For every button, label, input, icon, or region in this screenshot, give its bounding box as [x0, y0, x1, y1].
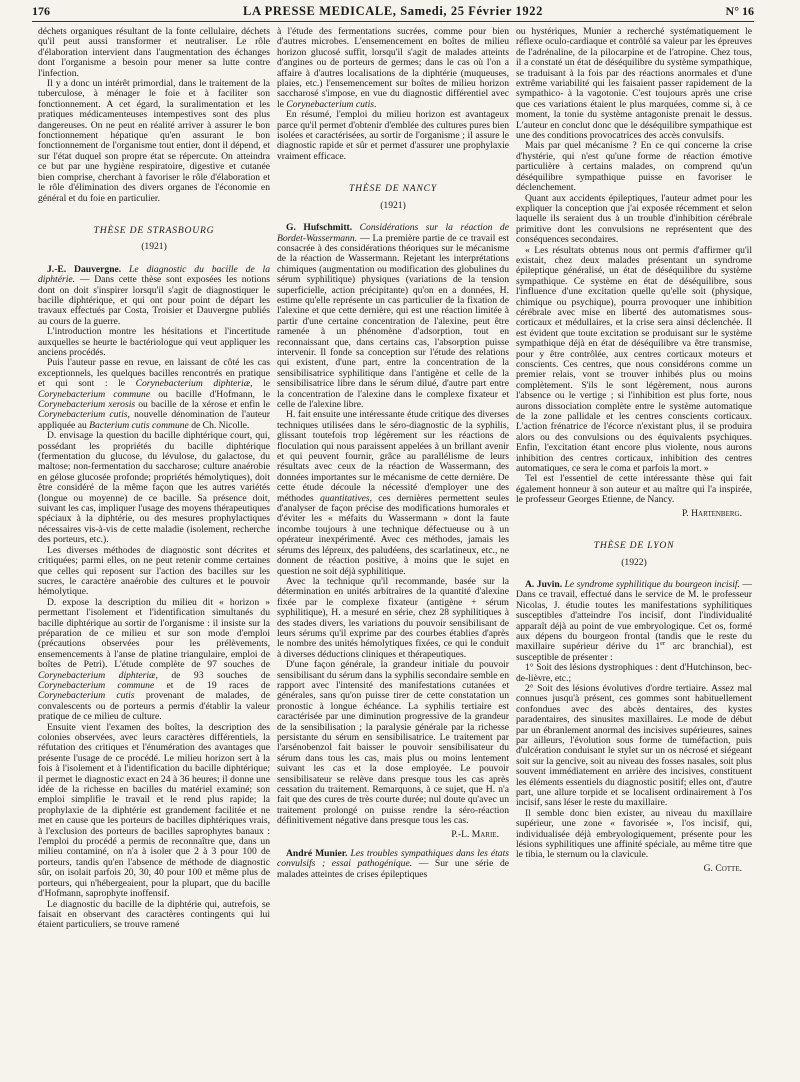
text-run: 2° Soit des lésions évolutives d'ordre tertiaire. Assez mal connues jusqu'à présent, ces gommes sont habituellement confondues avec des abcès dentaires, des kystes paradentaires, des sinusites maxillaires. Le mode de début par un ébranlement anormal des incisives supérieures, saines par ailleurs, l'évolution sous forme de tuméfaction, puis d'ulcération conduisant le stylet sur un os nécrosé et siégeant soit sur la gencive, soit au niveau des fosses nasales, soit plus souvent immédiatement en arrière des incisives, constituent les éléments essentiels du diagnostic positif; elles ont, d'autre part, une allure torpide et se localisent ordinairement à l'os incisif, sans léser le reste du maxillaire. — [516, 682, 752, 809]
text-run: , de 93 souches de — [155, 669, 270, 681]
text-run: Mais par quel mécanisme ? En ce qui concerne la crise d'hystérie, qui n'est qu'une forme de réaction émotive particulière à certains malades, on comprend qu'un déséquilibre sympathique puisse en favoriser le déclenchement. — [516, 140, 752, 194]
paragraph — [516, 809, 752, 861]
text-run: . — [374, 98, 377, 110]
paragraph — [516, 246, 752, 475]
paragraph — [277, 577, 509, 660]
signature: P. Hartenberg. — [682, 507, 742, 519]
italic-text: Corynebacterium diphteriæ — [38, 669, 156, 681]
text-run: Le diagnostic du bacille de la diphtérie qui, autrefois, se faisait en observant des caractères contingents qui lui étaient particuliers, se trouve ramené — [38, 898, 270, 931]
text-run: L'introduction montre les hésitations et l'incertitude auxquelles se heurte le bactériologue qui veut appliquer les anciens procédés. — [38, 326, 270, 358]
text-run: déchets organiques résultant de la fonte cellulaire, déchets qu'il peut aussi transformer et neutraliser. Le rôle d'élaboration intervient dans l'augmentation des échanges dont l'organisme a besoin pour mener sa lutte contre l'infection. — [38, 27, 270, 79]
author-name: J.-E. Dauvergne. — [47, 263, 122, 275]
paragraph — [277, 849, 509, 880]
text-run: — Dans cette thèse sont exposées les notions dont on doit s'inspirer lorsqu'il s'agit de diagnostiquer le bacille diphtérique, et qui ont pour point de départ les travaux effectués par Costa, Troisier et Dauvergne publiés au cours de la guerre. — [38, 274, 270, 327]
text-run: Les diverses méthodes de diagnostic sont décrites et critiquées; parmi elles, on ne peut retenir comme certaines que celles qui reposent sur l'action des bacilles sur les sucres, le caractère anaérobie des cultures et le pouvoir hémolytique. — [38, 544, 270, 598]
paragraph — [38, 900, 270, 931]
text-run: En résumé, l'emploi du milieu horizon est avantageux parce qu'il permet d'obtenir d'emblée des cultures pures bien isolées et caractérisées, au sortir de l'organisme ; il assure le diagnostic rapide et sûr et permet d'assurer une prophylaxie vraiment efficace. — [277, 109, 509, 162]
italic-text: Bacterium cutis commune — [89, 419, 189, 431]
paragraph — [277, 223, 509, 410]
text-run: de Ch. Nicolle. — [188, 419, 250, 431]
signature: P.-L. Marie. — [451, 828, 499, 840]
column-left — [38, 27, 270, 1077]
italic-text: Corynebacterium cutis — [38, 690, 135, 702]
text-run: D'une façon générale, la grandeur initiale du pouvoir sensibilisant du sérum dans la syphilis secondaire semble en rapport avec l'intensité des manifestations cutanées et générales, sans qu'on puisse tirer de cette constatation un pronostic à longue échéance. La syphilis tertiaire est caractérisée par une diminution progressive de la grandeur de la sensibilisation ; la paralysie générale par la richesse persistante du sérum en sensibilisatrice. Le traitement par l'arsénobenzol fait baisser le pouvoir sensibilisateur du sérum dans tous les cas, mais plus ou moins lentement suivant les cas et la dose employée. Le pouvoir sensibilisateur se relève dans presque tous les cas après cessation du traitement. Remarquons, à ce sujet, que H. n'a fait que des cures de très courte durée; nul doute qu'avec un traitement prolongé on puisse rendre la séro-réaction définitivement négative dans presque tous les cas. — [277, 659, 509, 827]
text-run: Il semble donc bien exister, au niveau du maxillaire supérieur, une zone « favorisée », l'os incisif, qui, individualisée déjà embryologiquement, présente pour les lésions syphilitiques une affinité spéciale, au même titre que le tibia, le sternum ou la clavicule. — [516, 807, 752, 861]
paragraph — [38, 546, 270, 598]
author-name: André Munier. — [286, 848, 348, 860]
text-run: , ces dernières permettent seules d'analyser de façon précise des modifications humorales et d'éviter les « méfaits du Wassermann » dont la faute incombe toujours à une technique défectueuse ou à un opérateur inexpérimenté. Avec ces méthodes, jamais les sérums des lépreux, des paludéens, des scarlatineux, etc., ne donnent de réaction positive, à moins que le sujet en question ne soit déjà syphilitique. — [277, 492, 509, 577]
text-run: D. expose la description du milieu dit « horizon » permettant l'isolement et l'identification simultanés du bacille diphtérique au sortir de l'organisme : il insiste sur la préparation de ce milieu et sur son mode d'emploi (précautions observées pour les prélèvements, ensemencements à l'anse de platine triangulaire, emploi de boîtes de Petri). L'étude complète de 97 souches de — [38, 596, 270, 671]
section-heading: THÈSE DE STRASBOURG — [93, 224, 215, 236]
paragraph — [38, 723, 270, 900]
text-run: provenant de malades, de convalescents ou de porteurs a permis d'établir la valeur pratique de ce milieu de culture. — [38, 690, 270, 723]
text-run: 1° Soit des lésions dystrophiques : dent d'Hutchinson, bec-de-lièvre, etc.; — [516, 662, 752, 684]
italic-text: Le syndrome syphilitique du bourgeon incisif. — [564, 578, 740, 590]
section-heading: THÈSE DE LYON — [593, 540, 675, 552]
section-year: (1922) — [621, 556, 647, 568]
header-rule — [32, 21, 754, 22]
text-run: arc branchial), est susceptible de présenter : — [516, 641, 752, 663]
text-run: et de 19 races de — [154, 679, 270, 691]
text-run: D. envisage la question du bacille diphtérique court, qui, possédant les propriétés du bacille diphtérique (fermentation du glucose, du lévulose, du galactose, du maltose; non-fermentation du saccharose; culture anaérobie en gélose glucosée profonde; propriétés hémolytiques), doit être considéré de la même façon que les autres variétés (longue ou moyenne) de ce bacille. Sa présence doit, suivant les cas, impliquer l'usage des moyens thérapeutiques spéciaux à la diphtérie, ou des mesures prophylactiques nécessaires vis-à-vis de cette maladie (isolement, recherche des porteurs, etc.). — [38, 430, 270, 546]
italic-text: Corynebacterium commune — [38, 388, 151, 400]
text-run: , le — [250, 378, 270, 390]
italic-text: Corynebacterium cutis — [38, 409, 128, 421]
text-run — [121, 264, 129, 275]
page-header — [32, 4, 754, 20]
text-run: H. fait ensuite une intéressante étude critique des diverses techniques utilisées dans le séro-diagnostic de la syphilis, glissant toutefois trop légèrement sur les réactions de floculation qui nous paraissent appelées à un brillant avenir et qui peuvent fournir, grâce au parallélisme de leurs résultats avec ceux de la réaction de Wassermann, des données importantes sur le mécanisme de cette dernière. De cette étude découle la nécessité d'employer une des méthodes — [277, 409, 509, 504]
superscript: er — [660, 640, 665, 648]
text-run: — La première partie de ce travail est consacrée à des considérations théoriques sur le mécanisme de la réaction de Wassermann. Rejetant les interprétations chimiques (augmentation ou modification des globulines du sérum syphilitique) physiques (variations de la tension superficielle, action précipitante) qu'on en a données, H. estime qu'elle représente un cas particulier de la fixation de l'alexine et que cette dernière, qui est une réaction limitée à partir d'une certaine concentration de l'alexine, peut être ramenée à un phénomène d'adsorption, tout en reconnaissant que, dans certains cas, l'absorption puisse intervenir. Il fonde sa conception sur l'étude des relations qui existent, d'une part, entre la concentration de la sensibilisatrice syphilitique dans l'antigène et celle de la sensibilisatrice libre dans le sérum dilué, d'autre part entre la concentration de l'alexine dans le complexe fixateur et celle de l'alexine libre. — [277, 232, 509, 410]
text-run: Il y a donc un intérêt primordial, dans le traitement de la tuberculose, à ménager le foie et à faciliter son fonctionnement. A cet égard, la suralimentation et les pratiques médicamenteuses intempestives sont des plus dangereuses. On ne peut en réalité arriver à assurer le bon fonctionnement hépatique qu'en assurant le bon fonctionnement de l'organisme tout entier, dont il dépend, et sur l'état duquel son propre état se répercute. On atteindra ce but par une hygiène respiratoire, digestive et cutanée bien comprise, cherchant à favoriser le rôle d'élaboration et le rôle d'élimination des divers organes de l'économie en général et du foie en particulier. — [38, 78, 270, 204]
text-run: , nouvelle dénomination de l'auteur appliquée au — [38, 409, 270, 431]
text-run: Tel est l'essentiel de cette intéressante thèse qui fait également honneur à son auteur et au maître qui l'a inspirée, le professeur Georges Etienne, de Nancy. — [516, 473, 752, 506]
italic-text: quantitatives — [320, 492, 370, 504]
section-year: (1921) — [141, 241, 167, 253]
paragraph — [516, 580, 752, 663]
column-right — [516, 27, 752, 1077]
paragraph — [277, 27, 509, 110]
paragraph — [38, 327, 270, 358]
author-name: G. Hufschmitt. — [286, 222, 353, 234]
italic-text: Les troubles sympathiques dans les états convulsifs ; essai pathogénique. — [277, 848, 509, 870]
paragraph — [516, 27, 752, 141]
paragraph — [38, 79, 270, 204]
italic-text: Corynebacterium commune — [38, 679, 155, 691]
paragraph — [516, 194, 752, 246]
text-run: Puis l'auteur passe en revue, en laissant de côté les cas exceptionnels, les quelques bacilles rencontrés en pratique et qui sont : le — [38, 357, 270, 390]
paragraph — [277, 110, 509, 162]
text-run: ou hystériques, Munier a recherché systématiquement le réflexe oculo-cardiaque et contrôlé sa valeur par les épreuves de l'adrénaline, de la pilocarpine et de l'atropine. Chez tous, il a constaté un état de déséquilibre du système sympathique, se traduisant à la fois par des réactions anormales et d'une extrême variabilité qui les faisaient passer rapidement de la sympathico- à la vagotonie. C'est toujours après une crise que ces variations étaient le plus marquées, comme si, à ce moment, la tonie du système antagoniste prenait le dessus. L'auteur en conclut donc que le déséquilibre sympathique est une des conditions provocatrices des accès convulsifs. — [516, 27, 752, 142]
text-run: Quant aux accidents épileptiques, l'auteur admet pour les expliquer la conception que j'ai exposée récemment et selon laquelle ils seraient dus à un trouble d'inhibition cérébrale primitive dont les convulsions ne représentent que des conséquences secondaires. — [516, 192, 752, 246]
paragraph — [38, 358, 270, 431]
italic-text: Corynebacterium cutis — [286, 98, 374, 110]
paragraph — [38, 431, 270, 545]
paragraph — [516, 141, 752, 193]
section-heading: THÈSE DE NANCY — [349, 183, 437, 195]
text-run — [352, 222, 360, 233]
text-run: — Dans ce travail, effectué dans le service de M. le professeur Nicolas, J. étudie toutes les manifestations syphilitiques susceptibles d'atteindre l'os incisif, dont l'individualité apparaît déjà au point de vue embryologique. Cet os, formé aux dépens du bourgeon frontal (tandis que le reste du maxillaire supérieur dérive du 1 — [516, 578, 752, 653]
italic-text: Corynebacterium diphteriæ — [135, 378, 251, 390]
italic-text: Considérations sur la réaction de Bordet-Wassermann. — [277, 222, 509, 244]
paragraph — [516, 663, 752, 684]
paragraph — [38, 598, 270, 723]
signature: G. Cotte. — [703, 862, 742, 874]
paragraph — [277, 410, 509, 577]
section-year: (1921) — [380, 199, 406, 211]
author-name: A. Juvin. — [525, 578, 563, 590]
publication-title: LA PRESSE MEDICALE, Samedi, 25 Février 1922 — [243, 4, 543, 18]
text-run: ou bacille d'Hofmann, le — [150, 388, 270, 400]
page-number: 176 — [32, 4, 50, 18]
paragraph — [38, 265, 270, 327]
text-run: à l'étude des fermentations sucrées, comme pour bien d'autres microbes. L'ensemencement en boîtes de milieu horizon glucosé suffit, lorsqu'il s'agit de malades atteints d'angines ou de porteurs de germes; dans le cas où l'on a affaire à d'autres localisations de la diphtérie (muqueuses, plaies, etc.) l'ensemencement sur boîtes de milieu horizon saccharosé s'impose, en vue du diagnostic différentiel avec le — [277, 27, 509, 110]
text-run: — Sur une série de malades atteintes de crises épileptiques — [277, 858, 509, 880]
paragraph — [516, 684, 752, 809]
text-run: ou bacille de la xérose et enfin le — [135, 399, 270, 410]
paragraph — [38, 27, 270, 79]
paragraph — [516, 474, 752, 505]
issue-number: N° 16 — [725, 4, 754, 18]
paragraph — [277, 660, 509, 827]
text-run: Ensuite vient l'examen des boîtes, la description des colonies observées, avec leurs caractères différentiels, la réfutation des critiques et l'énumération des avantages que présente l'usage de ce procédé. Le milieu horizon sert à la fois à l'isolement et à l'identification du bacille diphtérique; il permet le diagnostic exact en 24 à 36 heures; il donne une idée de la richesse en bacilles du matériel examiné; son emploi simplifie le travail et le rend plus rapide; la prophylaxie de la diphtérie est grandement facilitée et ne met en cause que les porteurs de bacilles diphtériques vrais, à l'exclusion des porteurs de bacilles saprophytes banaux : l'emploi du procédé a permis de reconnaître que, dans un milieu contaminé, on n'a à isoler que 2 à 3 pour 100 de porteurs, tandis qu'en l'absence de méthode de diagnostic sûr, on isolait parfois 20, 30, 40 pour 100 et même plus de porteurs, qui n'hébergeaient, pour la plupart, que du bacille d'Hofmann, saprophyte inoffensif. — [38, 721, 270, 900]
text-run: « Les résultats obtenus nous ont permis d'affirmer qu'il existait, chez deux malades présentant un syndrome épileptique généralisé, un état de déséquilibre du système sympathique. Ce système en état de déséquilibre, sous l'influence d'une excitation quelle qu'elle soit (physique, chimique ou psychique), pourra provoquer une inhibition cérébrale avec mise en liberté des automatismes sous-corticaux et médullaires, et la crise sera ainsi déclenchée. Il est évident que toute excitation se produisant sur le système sympathique déjà en état de déséquilibre va être transmise, pour y être contrôlée, aux centres corticaux moteurs et conscients. Ces centres, que nous considérons comme un premier relais, vont se trouver inhibés plus ou moins complètement. S'ils le sont légèrement, nous aurons l'absence ou le vertige ; si l'inhibition est plus forte, nous aurons dissociation complète entre le système automatique de la zone pallidale et les centres conscients corticaux. L'action frénatrice de l'écorce n'existant plus, il se produira alors ou des convulsions ou des équivalents psychiques. Enfin, l'excitation étant encore plus violente, nous aurons inhibition des centres corticaux, inhibition des centres automatiques, ce sera le coma et parfois la mort. » — [516, 244, 752, 475]
text-run: Avec la technique qu'il recommande, basée sur la détermination en unités arbitraires de la quantité d'alexine fixée par le complexe fixateur (antigène + sérum syphilitique), H. a mesuré en série, chez 28 syphilitiques à des stades divers, les variations du pouvoir sensibilisant de leurs sérums qu'il exprime par des courbes établies d'après le nombre des unités hémolytiques fixées, ce qui le conduit à diverses déductions cliniques et thérapeutiques. — [277, 575, 509, 660]
column-middle — [277, 27, 509, 1077]
italic-text: Le diagnostic du bacille de la diphtérie. — [38, 263, 270, 286]
italic-text: Corynebacterium xerosis — [38, 399, 136, 410]
